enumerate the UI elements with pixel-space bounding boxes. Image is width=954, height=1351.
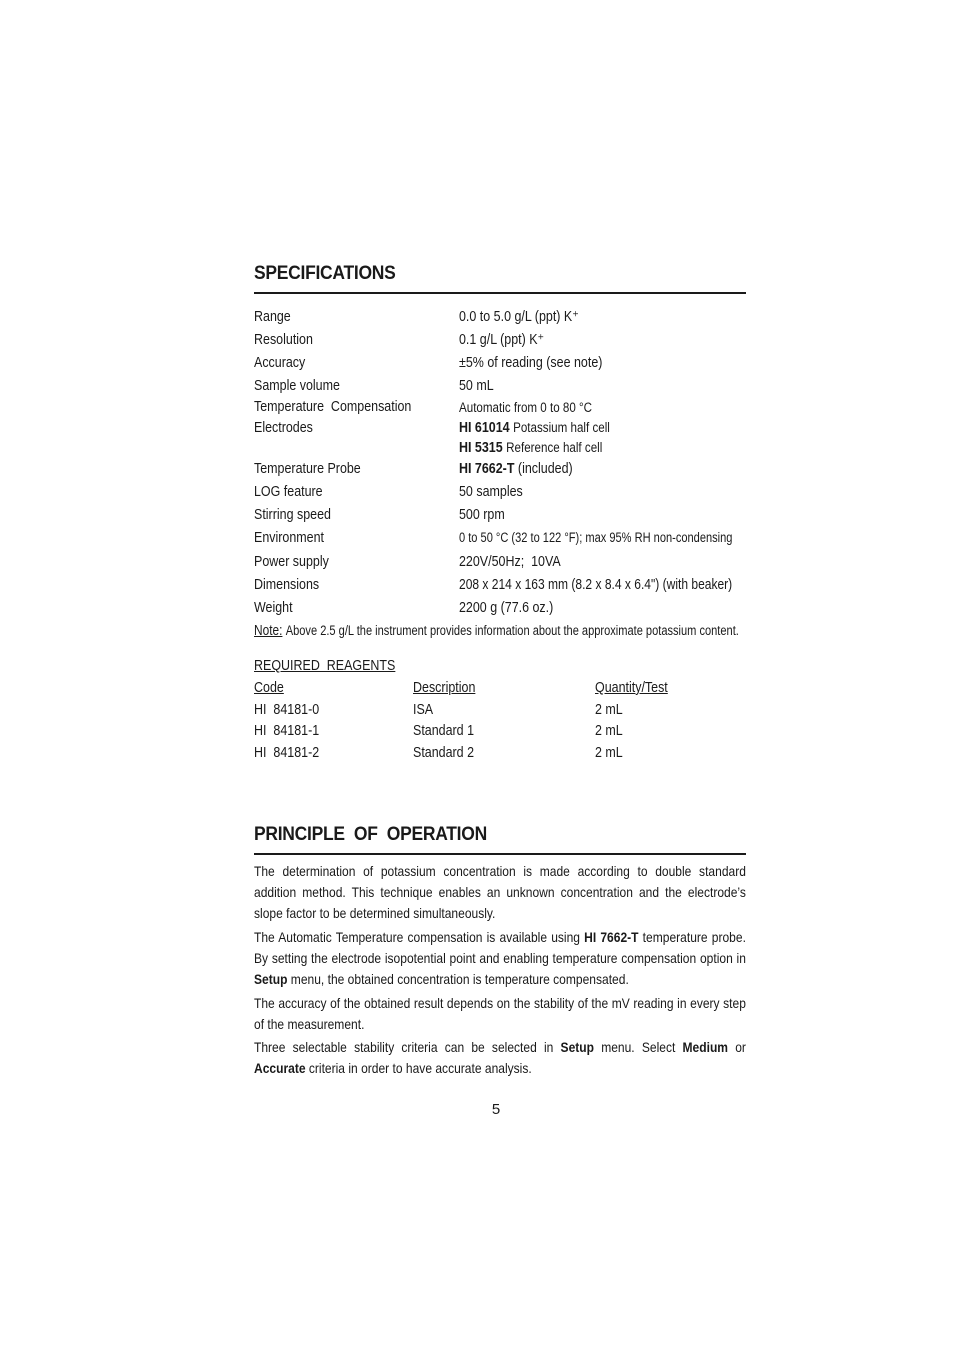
spec-value-electrode-2 — [459, 440, 602, 456]
text-run: criteria in order to have accurate analysis. — [305, 1060, 532, 1076]
text-run: menu. Select — [593, 1039, 683, 1055]
paragraph-text — [254, 1037, 746, 1079]
text-run: temperature probe. By setting the electrode isopotential point and enabling temperature compensation option in — [254, 929, 746, 966]
spec-value-accuracy: ±5% of reading (see note) — [459, 355, 603, 371]
probe-code: HI 7662-T — [459, 461, 515, 477]
spec-label-log: LOG feature — [254, 484, 323, 500]
text-run: The Automatic Temperature compensation is available using — [254, 929, 585, 945]
reagent-description: Standard 1 — [413, 723, 475, 739]
spec-label-weight: Weight — [254, 600, 293, 616]
electrode-code: HI 61014 — [459, 420, 510, 436]
spec-label-accuracy: Accuracy — [254, 355, 306, 371]
spec-label-electrodes: Electrodes — [254, 420, 313, 436]
reagent-code: HI 84181-0 — [254, 702, 320, 718]
heading-rule — [254, 853, 746, 855]
spec-value-range: 0.0 to 5.0 g/L (ppt) K⁺ — [459, 309, 579, 325]
text-run: Three selectable stability criteria can be selected in — [254, 1039, 561, 1055]
electrode-desc: Potassium half cell — [513, 420, 610, 435]
spec-label-temp-compensation: Temperature Compensation — [254, 399, 412, 415]
specifications-heading: SPECIFICATIONS — [254, 263, 396, 284]
principle-paragraph-1 — [254, 861, 746, 924]
spec-note — [254, 623, 739, 639]
spec-value-dimensions: 208 x 214 x 163 mm (8.2 x 8.4 x 6.4") (with beaker) — [459, 577, 733, 593]
reagents-col-description: Description — [413, 680, 476, 696]
reagents-col-code: Code — [254, 680, 284, 696]
spec-value-weight: 2200 g (77.6 oz.) — [459, 600, 554, 616]
reagent-code: HI 84181-1 — [254, 723, 320, 739]
probe-desc: (included) — [517, 461, 573, 477]
principle-paragraph-4 — [254, 1037, 746, 1079]
spec-value-log: 50 samples — [459, 484, 523, 500]
spec-label-stirring: Stirring speed — [254, 507, 331, 523]
heading-rule — [254, 292, 746, 294]
paragraph-text: The accuracy of the obtained result depends on the stability of the mV reading in every step of the measurement. — [254, 995, 746, 1032]
principle-heading: PRINCIPLE OF OPERATION — [254, 824, 487, 845]
spec-value-environment: 0 to 50 °C (32 to 122 °F); max 95% RH non-condensing — [459, 530, 733, 545]
spec-value-resolution: 0.1 g/L (ppt) K⁺ — [459, 332, 545, 348]
setup-menu-name: Setup — [254, 971, 288, 987]
principle-paragraph-2 — [254, 927, 746, 990]
probe-code: HI 7662-T — [584, 929, 639, 945]
reagents-col-quantity: Quantity/Test — [595, 680, 668, 696]
reagent-description: ISA — [413, 702, 434, 718]
electrode-desc: Reference half cell — [506, 440, 603, 455]
paragraph-text: The determination of potassium concentration is made according to double standard addition method. This technique enables an unknown concentration and the electrode’s slope factor to be determined simultaneously. — [254, 863, 746, 921]
reagent-code: HI 84181-2 — [254, 745, 320, 761]
setup-menu-name: Setup — [560, 1039, 594, 1055]
spec-value-sample-volume: 50 mL — [459, 378, 494, 394]
medium-option: Medium — [682, 1039, 729, 1055]
spec-label-temp-probe: Temperature Probe — [254, 461, 361, 477]
spec-label-resolution: Resolution — [254, 332, 313, 348]
spec-value-stirring: 500 rpm — [459, 507, 505, 523]
text-run: menu, the obtained concentration is temperature compensated. — [287, 971, 629, 987]
reagent-quantity: 2 mL — [595, 702, 623, 718]
spec-label-sample-volume: Sample volume — [254, 378, 340, 394]
text-run: or — [728, 1039, 746, 1055]
spec-value-power: 220V/50Hz; 10VA — [459, 554, 561, 570]
note-label: Note: — [254, 623, 283, 639]
spec-value-temp-probe — [459, 461, 573, 477]
paragraph-text — [254, 927, 746, 990]
reagents-heading: REQUIRED REAGENTS — [254, 658, 396, 674]
spec-label-environment: Environment — [254, 530, 325, 546]
electrode-code: HI 5315 — [459, 440, 503, 456]
spec-label-power: Power supply — [254, 554, 329, 570]
reagent-description: Standard 2 — [413, 745, 475, 761]
spec-value-electrode-1 — [459, 420, 610, 436]
spec-label-dimensions: Dimensions — [254, 577, 320, 593]
reagent-quantity: 2 mL — [595, 745, 623, 761]
reagent-quantity: 2 mL — [595, 723, 623, 739]
spec-label-range: Range — [254, 309, 291, 325]
accurate-option: Accurate — [254, 1060, 306, 1076]
principle-paragraph-3 — [254, 993, 746, 1035]
page-number: 5 — [491, 1101, 501, 1118]
spec-value-temp-compensation: Automatic from 0 to 80 °C — [459, 400, 593, 415]
note-text: Above 2.5 g/L the instrument provides information about the approximate potassium content. — [285, 623, 739, 638]
